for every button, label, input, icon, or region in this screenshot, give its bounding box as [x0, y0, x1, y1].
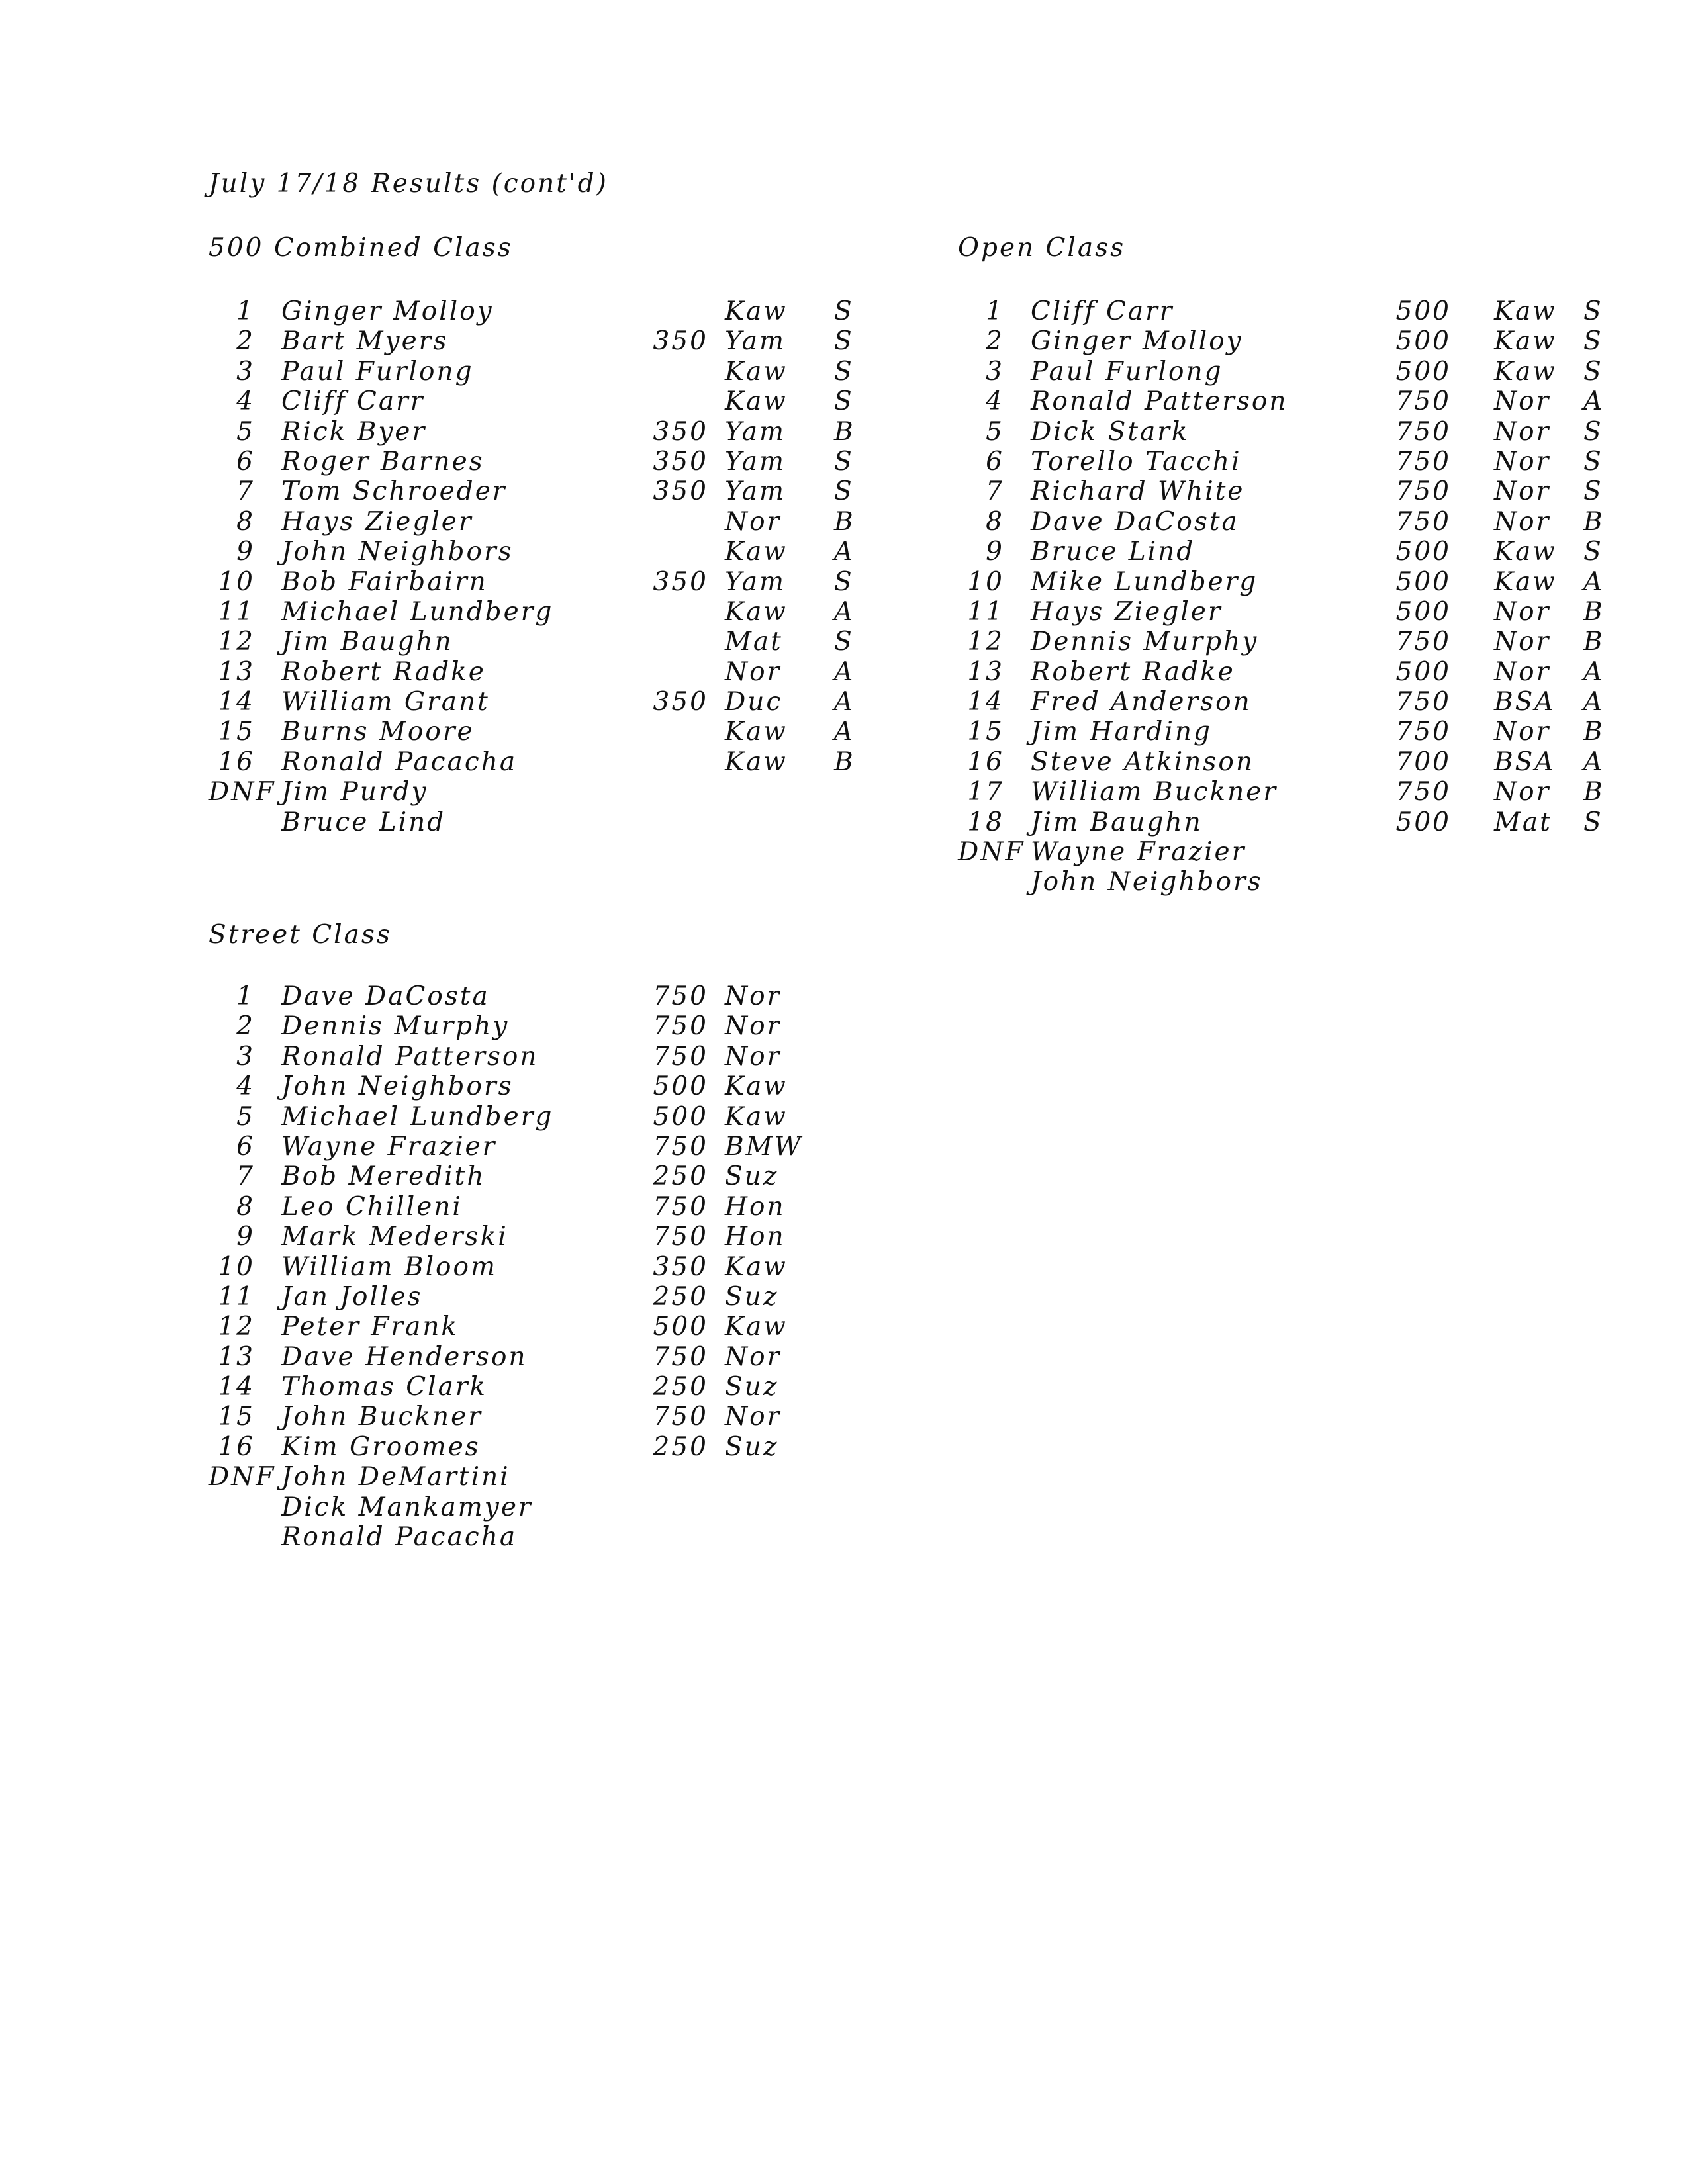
bike-make: Kaw	[725, 596, 788, 627]
rider-name: Jim Baughn	[1031, 807, 1203, 837]
rider-class: S	[834, 326, 854, 357]
rider-name: Bruce Lind	[281, 807, 446, 837]
bike-make: BSA	[1494, 747, 1556, 777]
finish-position: DNF	[958, 837, 1025, 868]
rider-class: S	[1583, 537, 1603, 567]
finish-position: 1	[986, 296, 1004, 326]
rider-name: Roger Barnes	[281, 446, 485, 477]
rider-name: Ronald Pacacha	[281, 1522, 518, 1553]
bike-make: BSA	[1494, 687, 1556, 717]
engine-cc: 750	[1395, 506, 1451, 537]
finish-position: DNF	[209, 1462, 276, 1492]
engine-cc: 750	[653, 1342, 708, 1372]
bike-make: Nor	[725, 1402, 782, 1432]
rider-name: Paul Furlong	[1031, 356, 1223, 387]
finish-position: 11	[218, 1281, 255, 1312]
finish-position: 6	[986, 446, 1004, 477]
rider-name: Ronald Patterson	[1031, 387, 1288, 417]
engine-cc: 500	[1395, 326, 1451, 357]
bike-make: Nor	[1494, 596, 1551, 627]
rider-name: Peter Frank	[281, 1312, 459, 1342]
engine-cc: 350	[653, 477, 708, 507]
rider-class: A	[1583, 657, 1605, 687]
engine-cc: 750	[653, 1131, 708, 1161]
engine-cc: 350	[653, 446, 708, 477]
bike-make: Nor	[725, 506, 782, 537]
finish-position: 6	[236, 446, 255, 477]
bike-make: Nor	[1494, 717, 1551, 747]
finish-position: 16	[218, 1432, 255, 1462]
bike-make: Suz	[725, 1432, 779, 1462]
engine-cc: 750	[1395, 416, 1451, 447]
finish-position: 7	[236, 477, 255, 507]
rider-name: Wayne Frazier	[1031, 837, 1246, 868]
finish-position: 17	[967, 777, 1004, 807]
bike-make: Kaw	[1494, 296, 1557, 326]
engine-cc: 750	[653, 981, 708, 1011]
finish-position: 7	[986, 477, 1004, 507]
rider-name: Hays Ziegler	[1031, 596, 1223, 627]
page-title: July 17/18 Results (cont'd)	[209, 169, 608, 199]
rider-name: Steve Atkinson	[1031, 747, 1254, 777]
bike-make: Nor	[1494, 777, 1551, 807]
rider-name: Tom Schroeder	[281, 477, 507, 507]
rider-class: A	[834, 596, 855, 627]
engine-cc: 750	[1395, 627, 1451, 657]
rider-class: B	[834, 506, 855, 537]
bike-make: Nor	[1494, 416, 1551, 447]
rider-name: William Bloom	[281, 1251, 497, 1282]
finish-position: 3	[236, 356, 255, 387]
engine-cc: 250	[653, 1372, 708, 1402]
rider-class: S	[1583, 807, 1603, 837]
rider-class: B	[1583, 627, 1605, 657]
rider-name: John Neighbors	[281, 537, 514, 567]
finish-position: 14	[967, 687, 1004, 717]
engine-cc: 500	[1395, 807, 1451, 837]
finish-position: 9	[236, 537, 255, 567]
bike-make: Suz	[725, 1372, 779, 1402]
rider-class: A	[834, 717, 855, 747]
rider-name: Dennis Murphy	[281, 1011, 510, 1042]
engine-cc: 700	[1395, 747, 1451, 777]
engine-cc: 350	[653, 687, 708, 717]
finish-position: 2	[236, 326, 255, 357]
bike-make: Duc	[725, 687, 783, 717]
rider-name: Ronald Patterson	[281, 1041, 539, 1071]
rider-name: Mike Lundberg	[1031, 567, 1258, 597]
finish-position: 5	[236, 416, 255, 447]
engine-cc: 750	[1395, 777, 1451, 807]
rider-name: Robert Radke	[1031, 657, 1235, 687]
rider-name: Bruce Lind	[1031, 537, 1196, 567]
engine-cc: 350	[653, 567, 708, 597]
finish-position: 2	[986, 326, 1004, 357]
rider-name: William Buckner	[1031, 777, 1278, 807]
rider-name: Thomas Clark	[281, 1372, 488, 1402]
finish-position: 8	[986, 506, 1004, 537]
finish-position: 9	[236, 1222, 255, 1252]
finish-position: 11	[967, 596, 1004, 627]
engine-cc: 500	[1395, 596, 1451, 627]
finish-position: 10	[967, 567, 1004, 597]
bike-make: Nor	[1494, 446, 1551, 477]
engine-cc: 250	[653, 1161, 708, 1192]
finish-position: 8	[236, 1191, 255, 1222]
bike-make: Hon	[725, 1222, 786, 1252]
finish-position: 9	[986, 537, 1004, 567]
engine-cc: 250	[653, 1432, 708, 1462]
bike-make: Nor	[1494, 387, 1551, 417]
rider-name: Jim Harding	[1031, 717, 1212, 747]
finish-position: 15	[967, 717, 1004, 747]
rider-name: Bart Myers	[281, 326, 449, 357]
finish-position: 4	[986, 387, 1004, 417]
bike-make: Mat	[725, 627, 783, 657]
finish-position: 15	[218, 717, 255, 747]
finish-position: 10	[218, 567, 255, 597]
rider-name: Cliff Carr	[281, 387, 425, 417]
rider-class: A	[834, 687, 855, 717]
finish-position: 10	[218, 1251, 255, 1282]
bike-make: Nor	[725, 1342, 782, 1372]
bike-make: Kaw	[1494, 326, 1557, 357]
engine-cc: 750	[1395, 717, 1451, 747]
rider-name: Dick Stark	[1031, 416, 1190, 447]
rider-class: S	[834, 567, 854, 597]
finish-position: 16	[967, 747, 1004, 777]
rider-class: S	[1583, 356, 1603, 387]
rider-name: Dick Mankamyer	[281, 1492, 533, 1522]
rider-name: John DeMartini	[281, 1462, 510, 1492]
street-class-title: Street Class	[209, 920, 392, 950]
engine-cc: 750	[653, 1191, 708, 1222]
bike-make: Kaw	[725, 387, 788, 417]
rider-class: B	[834, 416, 855, 447]
finish-position: 4	[236, 387, 255, 417]
rider-class: S	[834, 356, 854, 387]
rider-name: Hays Ziegler	[281, 506, 473, 537]
rider-class: S	[834, 627, 854, 657]
finish-position: 3	[986, 356, 1004, 387]
bike-make: Nor	[1494, 657, 1551, 687]
finish-position: 1	[236, 981, 255, 1011]
bike-make: Nor	[1494, 477, 1551, 507]
bike-make: Kaw	[725, 537, 788, 567]
bike-make: Nor	[725, 1011, 782, 1042]
engine-cc: 500	[1395, 657, 1451, 687]
bike-make: Hon	[725, 1191, 786, 1222]
rider-class: B	[834, 747, 855, 777]
bike-make: Yam	[725, 446, 786, 477]
engine-cc: 250	[653, 1281, 708, 1312]
combined-class-title: 500 Combined Class	[209, 233, 513, 263]
bike-make: Yam	[725, 477, 786, 507]
rider-class: B	[1583, 777, 1605, 807]
engine-cc: 500	[1395, 356, 1451, 387]
rider-name: John Buckner	[281, 1402, 483, 1432]
rider-name: Mark Mederski	[281, 1222, 508, 1252]
finish-position: 11	[218, 596, 255, 627]
rider-name: Burns Moore	[281, 717, 475, 747]
engine-cc: 750	[1395, 687, 1451, 717]
engine-cc: 500	[1395, 537, 1451, 567]
rider-name: Bob Meredith	[281, 1161, 486, 1192]
engine-cc: 500	[653, 1071, 708, 1102]
finish-position: 5	[986, 416, 1004, 447]
bike-make: Suz	[725, 1161, 779, 1192]
rider-class: S	[1583, 326, 1603, 357]
bike-make: Yam	[725, 326, 786, 357]
finish-position: 16	[218, 747, 255, 777]
rider-name: William Grant	[281, 687, 490, 717]
rider-class: A	[1583, 747, 1605, 777]
bike-make: Kaw	[1494, 567, 1557, 597]
finish-position: 2	[236, 1011, 255, 1042]
rider-name: John Neighbors	[281, 1071, 514, 1102]
bike-make: Kaw	[725, 296, 788, 326]
finish-position: 13	[967, 657, 1004, 687]
rider-name: Robert Radke	[281, 657, 486, 687]
bike-make: Kaw	[725, 1312, 788, 1342]
finish-position: 13	[218, 657, 255, 687]
engine-cc: 750	[653, 1402, 708, 1432]
finish-position: 14	[218, 687, 255, 717]
finish-position: 7	[236, 1161, 255, 1192]
rider-class: S	[1583, 416, 1603, 447]
rider-name: Paul Furlong	[281, 356, 474, 387]
rider-name: Dennis Murphy	[1031, 627, 1259, 657]
finish-position: 5	[236, 1101, 255, 1132]
engine-cc: 500	[1395, 296, 1451, 326]
rider-name: Bob Fairbairn	[281, 567, 488, 597]
rider-class: A	[1583, 387, 1605, 417]
finish-position: 14	[218, 1372, 255, 1402]
rider-name: Torello Tacchi	[1031, 446, 1242, 477]
bike-make: Yam	[725, 567, 786, 597]
rider-class: S	[1583, 296, 1603, 326]
finish-position: 13	[218, 1342, 255, 1372]
rider-class: S	[834, 446, 854, 477]
bike-make: Nor	[1494, 627, 1551, 657]
rider-name: Ginger Molloy	[281, 296, 494, 326]
rider-name: Wayne Frazier	[281, 1131, 497, 1161]
rider-class: S	[1583, 477, 1603, 507]
bike-make: Nor	[725, 1041, 782, 1071]
engine-cc: 350	[653, 1251, 708, 1282]
bike-make: Yam	[725, 416, 786, 447]
rider-name: Michael Lundberg	[281, 1101, 554, 1132]
rider-class: S	[1583, 446, 1603, 477]
rider-class: A	[834, 657, 855, 687]
rider-name: Jim Baughn	[281, 627, 453, 657]
finish-position: 18	[967, 807, 1004, 837]
finish-position: 4	[236, 1071, 255, 1102]
rider-name: Cliff Carr	[1031, 296, 1174, 326]
rider-name: Ginger Molloy	[1031, 326, 1243, 357]
finish-position: 1	[236, 296, 255, 326]
rider-class: A	[834, 537, 855, 567]
finish-position: 3	[236, 1041, 255, 1071]
rider-class: A	[1583, 687, 1605, 717]
rider-name: Kim Groomes	[281, 1432, 481, 1462]
bike-make: Kaw	[1494, 537, 1557, 567]
engine-cc: 500	[653, 1312, 708, 1342]
bike-make: Kaw	[725, 1251, 788, 1282]
rider-name: Michael Lundberg	[281, 596, 554, 627]
rider-name: Rick Byer	[281, 416, 427, 447]
bike-make: Suz	[725, 1281, 779, 1312]
rider-name: Fred Anderson	[1031, 687, 1252, 717]
engine-cc: 750	[653, 1222, 708, 1252]
bike-make: Kaw	[725, 356, 788, 387]
bike-make: Kaw	[725, 1071, 788, 1102]
bike-make: Kaw	[725, 1101, 788, 1132]
rider-name: Richard White	[1031, 477, 1245, 507]
bike-make: Kaw	[725, 717, 788, 747]
finish-position: 15	[218, 1402, 255, 1432]
rider-class: B	[1583, 717, 1605, 747]
bike-make: Mat	[1494, 807, 1552, 837]
engine-cc: 750	[1395, 446, 1451, 477]
bike-make: Kaw	[725, 747, 788, 777]
engine-cc: 750	[1395, 477, 1451, 507]
engine-cc: 750	[653, 1041, 708, 1071]
open-class-title: Open Class	[958, 233, 1126, 263]
bike-make: Nor	[725, 657, 782, 687]
rider-name: Dave Henderson	[281, 1342, 528, 1372]
rider-name: Jan Jolles	[281, 1281, 423, 1312]
rider-class: B	[1583, 596, 1605, 627]
finish-position: 8	[236, 506, 255, 537]
engine-cc: 500	[653, 1101, 708, 1132]
engine-cc: 350	[653, 326, 708, 357]
bike-make: BMW	[725, 1131, 803, 1161]
finish-position: DNF	[209, 777, 276, 807]
rider-name: Ronald Pacacha	[281, 747, 518, 777]
engine-cc: 750	[1395, 387, 1451, 417]
rider-class: A	[1583, 567, 1605, 597]
rider-name: Dave DaCosta	[1031, 506, 1239, 537]
engine-cc: 750	[653, 1011, 708, 1042]
rider-class: B	[1583, 506, 1605, 537]
rider-name: Jim Purdy	[281, 777, 428, 807]
rider-name: Leo Chilleni	[281, 1191, 463, 1222]
bike-make: Nor	[1494, 506, 1551, 537]
bike-make: Nor	[725, 981, 782, 1011]
engine-cc: 350	[653, 416, 708, 447]
rider-class: S	[834, 477, 854, 507]
rider-name: John Neighbors	[1031, 867, 1263, 897]
rider-name: Dave DaCosta	[281, 981, 490, 1011]
finish-position: 6	[236, 1131, 255, 1161]
rider-class: S	[834, 387, 854, 417]
bike-make: Kaw	[1494, 356, 1557, 387]
finish-position: 12	[218, 627, 255, 657]
finish-position: 12	[218, 1312, 255, 1342]
engine-cc: 500	[1395, 567, 1451, 597]
rider-class: S	[834, 296, 854, 326]
finish-position: 12	[967, 627, 1004, 657]
